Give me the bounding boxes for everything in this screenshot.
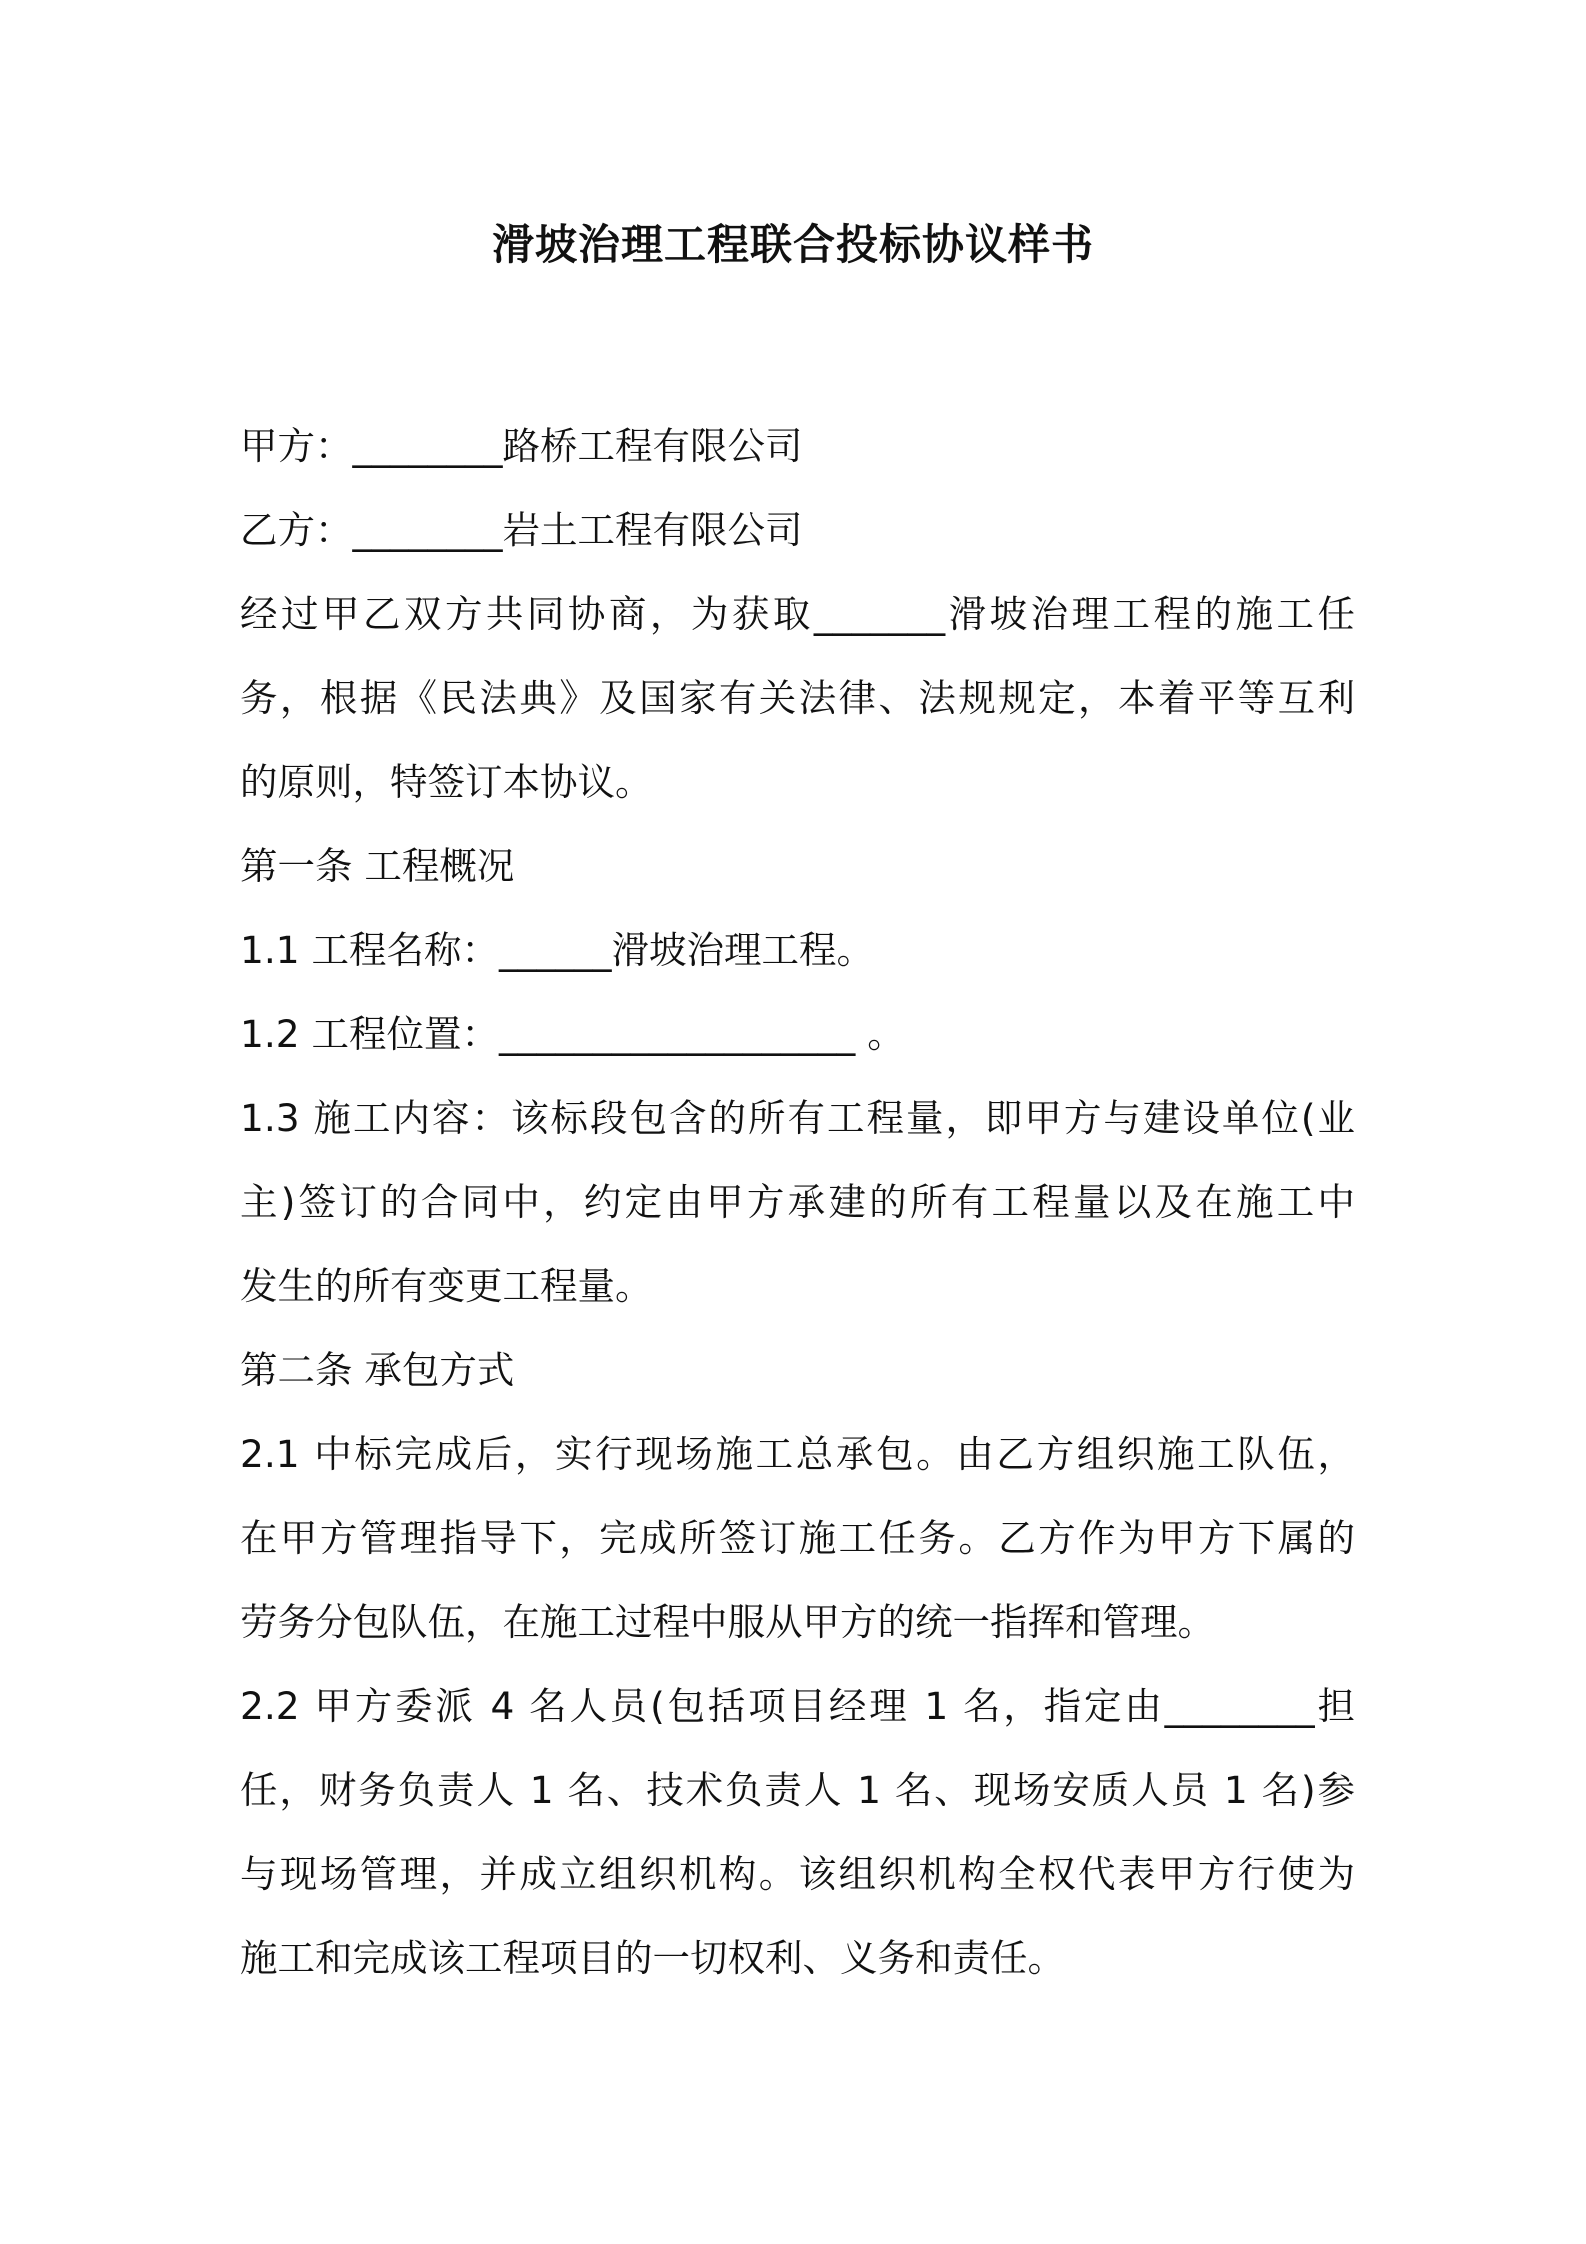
party-b-line: 乙方：________岩土工程有限公司 (240, 508, 803, 552)
clause-line: 任，财务负责人 1 名、技术负责人 1 名、现场安质人员 1 名)参 (240, 1768, 1355, 1812)
clause-line: 在甲方管理指导下，完成所签订施工任务。乙方作为甲方下属的 (240, 1516, 1355, 1560)
preamble-line: 经过甲乙双方共同协商，为获取_______滑坡治理工程的施工任 (240, 592, 1355, 636)
clause-line: 1.2 工程位置：___________________ 。 (240, 1012, 905, 1056)
clause-line: 与现场管理，并成立组织机构。该组织机构全权代表甲方行使为 (240, 1852, 1355, 1896)
clause-line: 2.2 甲方委派 4 名人员(包括项目经理 1 名，指定由________担 (240, 1684, 1355, 1728)
preamble-line: 务，根据《民法典》及国家有关法律、法规规定，本着平等互利 (240, 676, 1355, 720)
clause-line: 发生的所有变更工程量。 (240, 1264, 653, 1308)
clause-line: 1.1 工程名称：______滑坡治理工程。 (240, 928, 875, 972)
clause-line: 2.1 中标完成后，实行现场施工总承包。由乙方组织施工队伍， (240, 1432, 1355, 1476)
article-heading: 第二条 承包方式 (240, 1348, 515, 1392)
document-body (240, 404, 1355, 2000)
clause-line: 劳务分包队伍，在施工过程中服从甲方的统一指挥和管理。 (240, 1600, 1215, 1644)
document-title: 滑坡治理工程联合投标协议样书 (491, 220, 1094, 269)
preamble-line: 的原则，特签订本协议。 (240, 760, 653, 804)
article-heading: 第一条 工程概况 (240, 844, 515, 888)
clause-line: 施工和完成该工程项目的一切权利、义务和责任。 (240, 1936, 1065, 1980)
party-a-line: 甲方：________路桥工程有限公司 (240, 424, 803, 468)
clause-line: 1.3 施工内容：该标段包含的所有工程量，即甲方与建设单位(业 (240, 1096, 1355, 1140)
clause-line: 主)签订的合同中，约定由甲方承建的所有工程量以及在施工中 (240, 1180, 1355, 1224)
